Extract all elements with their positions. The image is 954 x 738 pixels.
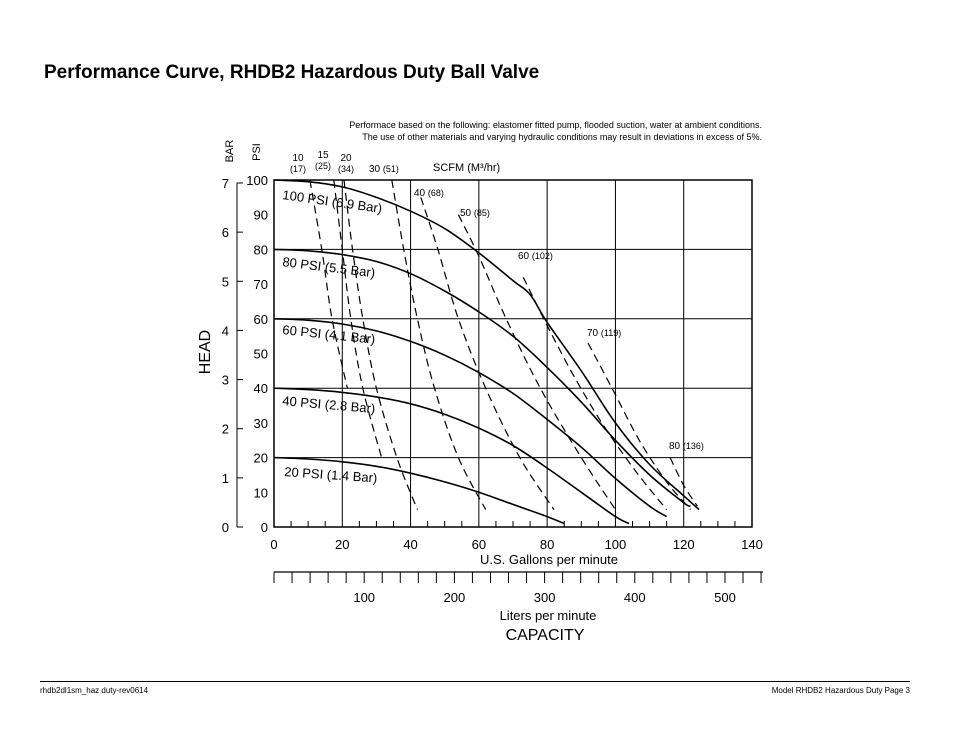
bar-tick-label: 6 — [221, 225, 229, 241]
scfm-line-30 — [392, 180, 486, 510]
liters-tick-label: 200 — [443, 590, 466, 605]
curve-label-1: 100 PSI (6.9 Bar) — [281, 187, 384, 216]
bar-tick-label: 0 — [221, 520, 229, 535]
curve-label-4: 40 PSI (2.8 Bar) — [281, 393, 376, 417]
psi-tick-label: 100 — [246, 173, 268, 188]
liters-tick-label: 300 — [533, 590, 556, 605]
liters-axis-title: Liters per minute — [499, 608, 597, 623]
performance-note-line1: Performace based on the following: elastomer fitted pump, flooded suction, water at ambient conditions. — [349, 120, 762, 130]
page-title: Performance Curve, RHDB2 Hazardous Duty Ball Valve — [44, 62, 540, 83]
scfm-label-10: 10 — [292, 153, 304, 164]
bar-tick-label: 1 — [221, 470, 229, 486]
scfm-sublabel-20: (34) — [337, 164, 355, 174]
capacity-label: CAPACITY — [505, 627, 585, 644]
performance-note-line2: The use of other materials and varying hydraulic conditions may result in deviations in excess of 5%. — [362, 132, 762, 142]
psi-tick-label: 60 — [253, 311, 268, 327]
scfm-sublabel-10: (17) — [289, 164, 307, 174]
bar-tick-label: 3 — [221, 372, 229, 388]
curve-label-5: 20 PSI (1.4 Bar) — [283, 464, 378, 486]
footer-rule — [40, 681, 910, 682]
bar-axis-title: BAR — [224, 139, 236, 163]
scfm-label-20: 20 — [340, 153, 352, 164]
bar-tick-label: 4 — [221, 323, 229, 339]
bar-tick-label: 7 — [221, 176, 229, 191]
x-tick-label: 100 — [604, 537, 627, 552]
psi-tick-label: 40 — [253, 381, 268, 397]
bar-tick-label: 2 — [221, 421, 229, 437]
psi-tick-label: 80 — [253, 242, 268, 258]
scfm-title: SCFM (M³/hr) — [433, 162, 501, 174]
x-tick-label: 60 — [471, 537, 487, 552]
psi-tick-label: 70 — [253, 277, 268, 293]
scfm-line-20 — [344, 180, 417, 510]
scfm-line-60 — [523, 277, 666, 509]
liters-tick-label: 100 — [353, 590, 376, 605]
x-tick-label: 20 — [335, 537, 350, 552]
scfm-label-50: 50 (85) — [460, 208, 490, 219]
scfm-line-10 — [310, 180, 348, 388]
scfm-label-15: 15 — [317, 150, 329, 161]
scfm-sublabel-15: (25) — [314, 161, 332, 171]
head-axis-title: HEAD — [197, 329, 214, 375]
x-tick-label: 0 — [270, 537, 278, 552]
scfm-label-30: 30 (51) — [369, 164, 399, 175]
bar-tick-label: 5 — [221, 274, 229, 290]
scfm-label-40: 40 (68) — [414, 188, 444, 199]
psi-tick-label: 0 — [260, 520, 268, 535]
scfm-label-60: 60 (102) — [518, 251, 553, 262]
curve-label-2: 80 PSI (5.5 Bar) — [281, 254, 376, 281]
psi-tick-label: 10 — [253, 485, 268, 501]
x-axis-title: U.S. Gallons per minute — [479, 552, 619, 567]
chart-labels — [197, 140, 763, 644]
x-tick-label: 140 — [741, 537, 763, 552]
psi-axis-title: PSI — [251, 143, 263, 161]
liters-tick-label: 500 — [714, 590, 736, 605]
curve-3 — [274, 319, 667, 517]
psi-tick-label: 20 — [253, 450, 268, 466]
footer-page-label: Model RHDB2 Hazardous Duty Page 3 — [771, 686, 910, 695]
psi-tick-label: 90 — [253, 207, 268, 223]
x-tick-label: 120 — [672, 537, 695, 552]
liters-tick-label: 400 — [623, 590, 646, 605]
curve-label-3: 60 PSI (4.1 Bar) — [281, 322, 376, 347]
psi-tick-label: 30 — [253, 415, 268, 431]
footer-document-id: rhdb2dl1sm_haz duty-rev0614 — [40, 686, 149, 695]
scfm-label-70: 70 (119) — [587, 328, 622, 339]
x-tick-label: 80 — [539, 537, 555, 552]
scfm-label-80: 80 (136) — [669, 441, 704, 452]
psi-tick-label: 50 — [253, 346, 268, 362]
x-tick-label: 40 — [403, 537, 418, 552]
